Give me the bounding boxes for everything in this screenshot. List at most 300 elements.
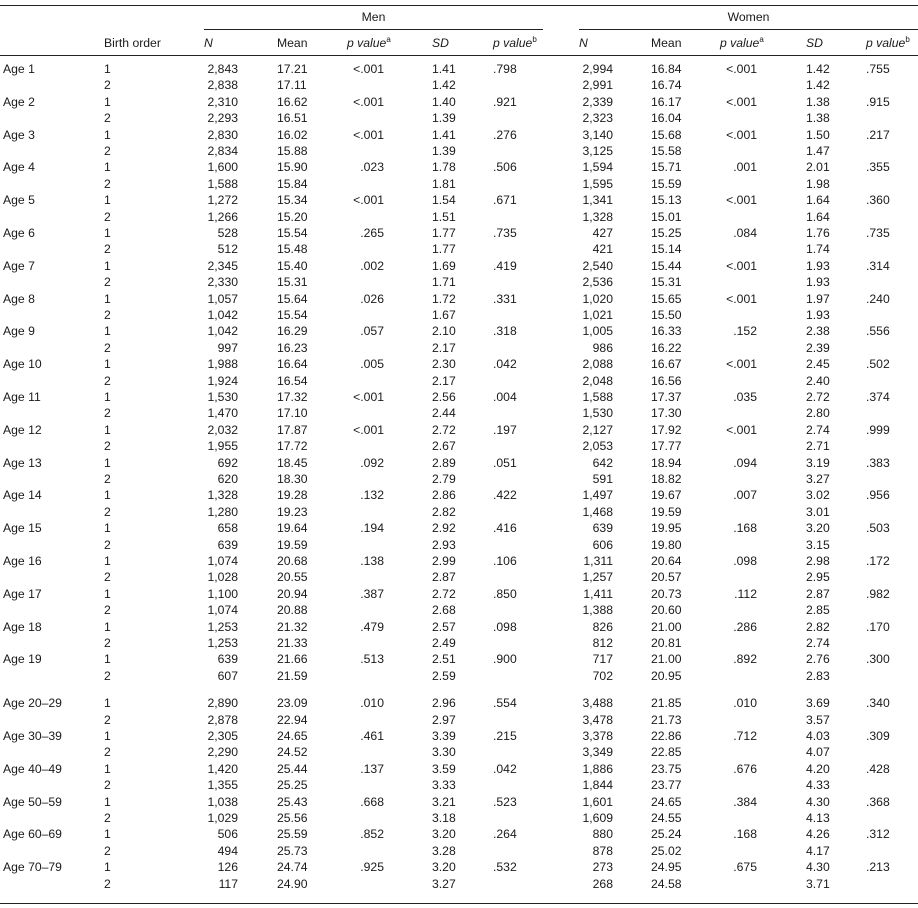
men-n-cell: 528 (217, 226, 238, 240)
men-sd-cell: 2.96 (432, 696, 456, 711)
men-group-rule (204, 29, 543, 30)
men-n-cell: 1,253 (207, 619, 238, 634)
women-p-value-b-cell: .735 (866, 226, 890, 240)
birth-order-cell: 2 (104, 439, 111, 454)
women-sd-cell: 2.38 (806, 324, 830, 339)
women-n-cell: 268 (592, 876, 613, 891)
men-n-cell: 117 (218, 876, 238, 891)
men-n-cell: 997 (217, 340, 238, 355)
men-sd-cell: 2.99 (432, 554, 456, 568)
men-n-cell: 2,834 (207, 144, 238, 158)
women-n-cell: 717 (592, 652, 613, 667)
women-mean-cell: 17.30 (651, 406, 682, 421)
men-p-value-a-cell: .057 (360, 324, 384, 339)
men-mean-cell: 19.64 (277, 521, 308, 536)
birth-order-cell: 2 (104, 745, 111, 760)
women-p-value-a-cell: .084 (733, 226, 757, 240)
women-sd-cell: 3.69 (806, 696, 830, 711)
men-n-cell: 1,328 (207, 488, 238, 503)
men-sd-cell: 1.78 (432, 160, 456, 175)
women-sd-cell: 1.38 (806, 111, 830, 126)
birth-order-cell: 2 (104, 504, 111, 519)
women-sd-cell: 2.74 (806, 422, 830, 437)
men-p-value-a-cell: .513 (360, 652, 384, 667)
men-sd-cell: 2.93 (432, 537, 456, 552)
birth-order-cell: 2 (104, 406, 111, 421)
women-p-value-b-cell: .503 (866, 521, 890, 536)
men-p-value-a-cell: .023 (360, 160, 384, 175)
men-n-cell: 1,588 (207, 176, 238, 191)
women-n-cell: 1,468 (582, 504, 613, 519)
women-p-value-a-cell: .712 (733, 729, 757, 743)
women-n-cell: 2,088 (582, 357, 613, 372)
women-mean-cell: 23.77 (651, 778, 682, 793)
men-sd-cell: 1.69 (432, 258, 456, 273)
men-p-value-a-cell: <.001 (353, 422, 384, 437)
women-mean-cell: 20.60 (651, 603, 682, 618)
women-p-value-b-cell: .360 (866, 193, 890, 208)
women-p-value-b-cell: .312 (866, 827, 890, 842)
men-p-a-label: p value (347, 36, 387, 50)
men-mean-cell: 20.88 (277, 603, 308, 618)
birth-order-cell: 2 (104, 373, 111, 388)
men-n-cell: 1,029 (207, 811, 238, 825)
men-mean-cell: 17.11 (277, 78, 307, 93)
men-n-cell: 620 (217, 472, 238, 486)
women-sd-cell: 2.71 (806, 439, 830, 454)
men-sd-cell: 1.40 (432, 94, 456, 109)
men-mean-cell: 24.65 (277, 729, 308, 743)
men-n-cell: 1,028 (207, 570, 238, 585)
women-p-value-b-cell: .170 (866, 619, 890, 634)
men-mean-cell: 17.10 (277, 406, 308, 421)
men-n-cell: 1,042 (207, 308, 238, 322)
men-mean-cell: 18.30 (277, 472, 308, 486)
men-p-value-b-cell: .735 (493, 226, 517, 240)
men-mean-cell: 17.21 (277, 62, 308, 76)
women-p-value-a-cell: .098 (733, 554, 757, 568)
men-p-value-b-cell: .419 (493, 258, 517, 273)
women-sd-cell: 1.97 (806, 291, 830, 306)
men-mean-header: Mean (277, 36, 308, 50)
men-sd-cell: 1.54 (432, 193, 456, 208)
men-p-value-a-cell: .668 (360, 794, 384, 809)
men-mean-cell: 15.54 (277, 308, 308, 322)
men-sd-cell: 2.67 (432, 439, 456, 454)
women-p-value-a-cell: .152 (733, 324, 757, 339)
men-n-cell: 1,074 (207, 554, 238, 568)
women-p-value-a-cell: <.001 (726, 94, 757, 109)
men-mean-cell: 21.66 (277, 652, 308, 667)
men-p-value-a-cell: .137 (360, 761, 384, 776)
women-mean-header: Mean (651, 36, 682, 50)
women-p-value-b-cell: .309 (866, 729, 890, 743)
men-n-cell: 692 (217, 455, 238, 470)
men-mean-cell: 19.23 (277, 504, 308, 519)
women-n-cell: 986 (592, 340, 613, 355)
men-mean-cell: 16.02 (277, 127, 308, 142)
women-sd-cell: 1.93 (806, 275, 830, 290)
men-p-b-label: p value (493, 36, 533, 50)
women-p-value-b-cell: .999 (866, 422, 890, 437)
birth-order-cell: 2 (104, 472, 111, 486)
men-mean-cell: 20.94 (277, 586, 308, 601)
women-n-cell: 1,588 (582, 390, 613, 404)
men-mean-cell: 25.25 (277, 778, 308, 793)
men-p-value-a-cell: .852 (360, 827, 384, 842)
women-p-a-header (720, 36, 764, 50)
women-p-value-b-cell: .383 (866, 455, 890, 470)
women-n-cell: 1,497 (582, 488, 613, 503)
men-sd-cell: 2.17 (432, 340, 456, 355)
women-n-cell: 1,594 (582, 160, 613, 175)
birth-order-cell: 2 (104, 340, 111, 355)
birth-order-header: Birth order (104, 36, 161, 50)
age-group-label: Age 5 (3, 193, 35, 208)
birth-order-cell: 1 (104, 521, 111, 536)
birth-order-cell: 2 (104, 636, 111, 650)
women-mean-cell: 16.67 (651, 357, 682, 372)
men-mean-cell: 16.51 (277, 111, 308, 126)
birth-order-cell: 1 (104, 357, 111, 372)
women-n-cell: 1,886 (582, 761, 613, 776)
birth-order-cell: 1 (104, 127, 111, 142)
women-n-cell: 1,311 (583, 554, 613, 568)
women-sd-cell: 4.17 (806, 843, 830, 858)
women-mean-cell: 15.13 (651, 193, 682, 208)
women-p-value-a-cell: .286 (733, 619, 757, 634)
men-sd-cell: 2.86 (432, 488, 456, 503)
women-n-cell: 1,328 (582, 209, 613, 224)
men-mean-cell: 15.40 (277, 258, 308, 273)
men-n-cell: 639 (217, 537, 238, 552)
women-p-value-b-cell: .368 (866, 794, 890, 809)
men-n-cell: 1,057 (207, 291, 238, 306)
men-header: Men (361, 10, 386, 24)
women-mean-cell: 20.64 (651, 554, 682, 568)
women-n-cell: 2,540 (582, 258, 613, 273)
men-sd-cell: 3.30 (432, 745, 456, 760)
women-p-value-a-cell: <.001 (726, 258, 757, 273)
women-p-a-sup: a (759, 35, 764, 44)
men-n-cell: 607 (217, 668, 238, 683)
women-sd-cell: 1.93 (806, 258, 830, 273)
birth-order-cell: 1 (104, 860, 111, 875)
women-sd-cell: 1.42 (806, 78, 830, 93)
women-sd-cell: 1.64 (806, 209, 830, 224)
women-mean-cell: 15.25 (651, 226, 682, 240)
men-n-cell: 1,280 (207, 504, 238, 519)
men-n-cell: 1,600 (207, 160, 238, 175)
header-rule (0, 55, 918, 56)
women-p-value-b-cell: .300 (866, 652, 890, 667)
men-p-value-b-cell: .532 (493, 860, 517, 875)
women-n-cell: 591 (592, 472, 613, 486)
men-n-cell: 1,038 (207, 794, 238, 809)
men-p-a-header (347, 36, 391, 50)
women-mean-cell: 21.00 (651, 619, 682, 634)
women-sd-cell: 3.02 (806, 488, 830, 503)
women-sd-cell: 4.30 (806, 860, 830, 875)
women-n-cell: 2,323 (582, 111, 613, 126)
women-mean-cell: 18.82 (651, 472, 682, 486)
women-sd-cell: 1.76 (806, 226, 830, 240)
men-sd-cell: 2.87 (432, 570, 456, 585)
men-p-value-a-cell: .194 (360, 521, 384, 536)
age-group-label: Age 3 (3, 127, 35, 142)
women-sd-cell: 2.80 (806, 406, 830, 421)
men-n-cell: 2,290 (207, 745, 238, 760)
men-sd-cell: 2.89 (432, 455, 456, 470)
birth-order-cell: 2 (104, 811, 111, 825)
men-n-cell: 1,253 (207, 636, 238, 650)
men-sd-cell: 1.67 (432, 308, 456, 322)
birth-order-cell: 1 (104, 291, 111, 306)
women-sd-cell: 4.20 (806, 761, 830, 776)
men-n-cell: 639 (217, 652, 238, 667)
men-mean-cell: 17.72 (277, 439, 308, 454)
women-mean-cell: 16.04 (651, 111, 682, 126)
women-mean-cell: 15.58 (651, 144, 682, 158)
women-mean-cell: 19.67 (651, 488, 682, 503)
women-mean-cell: 21.00 (651, 652, 682, 667)
birth-order-cell: 1 (104, 696, 111, 711)
men-mean-cell: 16.62 (277, 94, 308, 109)
women-n-cell: 427 (592, 226, 613, 240)
men-p-value-b-cell: .416 (493, 521, 517, 536)
men-mean-cell: 24.52 (277, 745, 308, 760)
birth-order-cell: 1 (104, 422, 111, 437)
women-n-cell: 2,994 (582, 62, 613, 76)
men-mean-cell: 15.88 (277, 144, 308, 158)
women-p-value-a-cell: .168 (733, 827, 757, 842)
women-n-cell: 878 (592, 843, 613, 858)
birth-order-cell: 1 (104, 62, 111, 76)
women-sd-cell: 1.74 (806, 242, 830, 257)
women-p-value-b-cell: .755 (866, 62, 890, 76)
women-p-value-b-cell: .340 (866, 696, 890, 711)
men-p-value-b-cell: .850 (493, 586, 517, 601)
women-sd-cell: 2.45 (806, 357, 830, 372)
men-p-value-a-cell: .138 (360, 554, 384, 568)
women-n-cell: 3,378 (582, 729, 613, 743)
women-n-cell: 3,478 (582, 712, 613, 727)
men-sd-cell: 3.59 (432, 761, 456, 776)
men-sd-cell: 2.49 (432, 636, 456, 650)
women-mean-cell: 19.59 (651, 504, 682, 519)
men-mean-cell: 25.59 (277, 827, 308, 842)
age-group-label: Age 1 (3, 62, 35, 76)
age-group-label: Age 17 (3, 586, 42, 601)
birth-order-cell: 1 (104, 554, 111, 568)
men-mean-cell: 25.56 (277, 811, 308, 825)
bottom-rule (0, 903, 918, 904)
birth-order-cell: 1 (104, 761, 111, 776)
men-mean-cell: 18.45 (277, 455, 308, 470)
birth-order-cell: 2 (104, 570, 111, 585)
women-sd-cell: 2.76 (806, 652, 830, 667)
men-n-cell: 2,345 (207, 258, 238, 273)
men-mean-cell: 15.31 (277, 275, 308, 290)
men-sd-cell: 2.92 (432, 521, 456, 536)
women-sd-cell: 2.01 (806, 160, 830, 175)
age-group-label: Age 11 (3, 390, 41, 404)
age-group-label: Age 20–29 (3, 696, 62, 711)
age-group-label: Age 18 (3, 619, 42, 634)
men-n-cell: 2,310 (207, 94, 238, 109)
men-mean-cell: 20.68 (277, 554, 308, 568)
men-n-cell: 1,955 (207, 439, 238, 454)
men-p-value-a-cell: <.001 (353, 390, 384, 404)
women-sd-cell: 2.40 (806, 373, 830, 388)
women-mean-cell: 15.68 (651, 127, 682, 142)
age-group-label: Age 15 (3, 521, 42, 536)
men-p-b-header (493, 36, 537, 50)
birth-order-cell: 2 (104, 275, 111, 290)
men-sd-cell: 3.20 (432, 860, 456, 875)
age-group-label: Age 9 (3, 324, 35, 339)
birth-order-cell: 1 (104, 390, 111, 404)
men-sd-cell: 1.39 (432, 144, 456, 158)
women-mean-cell: 22.85 (651, 745, 682, 760)
men-p-value-b-cell: .051 (493, 455, 517, 470)
men-n-cell: 1,042 (207, 324, 238, 339)
men-p-value-b-cell: .506 (493, 160, 517, 175)
birth-order-cell: 1 (104, 324, 111, 339)
men-sd-cell: 2.72 (432, 422, 456, 437)
women-n-cell: 1,601 (582, 794, 613, 809)
women-mean-cell: 24.55 (651, 811, 682, 825)
birth-order-cell: 1 (104, 619, 111, 634)
age-group-label: Age 30–39 (3, 729, 62, 743)
women-p-value-a-cell: .675 (733, 860, 757, 875)
men-sd-cell: 3.20 (432, 827, 456, 842)
women-sd-cell: 2.95 (806, 570, 830, 585)
men-p-b-sup: b (532, 35, 537, 44)
women-p-value-b-cell: .213 (866, 860, 890, 875)
women-mean-cell: 16.56 (651, 373, 682, 388)
women-mean-cell: 15.01 (651, 209, 682, 224)
birth-order-cell: 1 (104, 827, 111, 842)
women-mean-cell: 15.59 (651, 176, 682, 191)
women-mean-cell: 17.92 (651, 422, 682, 437)
men-sd-cell: 1.51 (432, 209, 456, 224)
men-sd-cell: 2.82 (432, 504, 456, 519)
birth-order-cell: 1 (104, 729, 111, 743)
women-n-cell: 1,021 (582, 308, 613, 322)
men-p-value-b-cell: .098 (493, 619, 517, 634)
women-mean-cell: 15.50 (651, 308, 682, 322)
men-p-value-a-cell: .005 (360, 357, 384, 372)
men-sd-cell: 2.97 (432, 712, 456, 727)
women-n-cell: 1,257 (582, 570, 613, 585)
men-p-value-b-cell: .106 (493, 554, 517, 568)
women-mean-cell: 20.57 (651, 570, 682, 585)
men-mean-cell: 16.23 (277, 340, 308, 355)
women-sd-cell: 1.42 (806, 62, 830, 76)
women-sd-cell: 4.33 (806, 778, 830, 793)
women-p-value-a-cell: .001 (733, 160, 757, 175)
men-mean-cell: 25.44 (277, 761, 308, 776)
women-n-cell: 273 (592, 860, 613, 875)
women-p-value-a-cell: <.001 (726, 62, 757, 76)
women-p-b-header (866, 36, 910, 50)
women-p-value-a-cell: <.001 (726, 291, 757, 306)
men-n-cell: 1,988 (207, 357, 238, 372)
men-sd-cell: 2.72 (432, 586, 456, 601)
women-sd-cell: 3.71 (806, 876, 830, 891)
women-mean-cell: 16.22 (651, 340, 682, 355)
men-n-header: N (204, 36, 213, 50)
birth-order-cell: 1 (104, 652, 111, 667)
men-sd-cell: 2.44 (432, 406, 456, 421)
men-n-cell: 658 (217, 521, 238, 536)
women-n-cell: 606 (592, 537, 613, 552)
women-n-cell: 1,388 (582, 603, 613, 618)
men-mean-cell: 21.33 (277, 636, 308, 650)
men-n-cell: 2,878 (207, 712, 238, 727)
men-n-cell: 1,470 (207, 406, 238, 421)
men-p-a-sup: a (386, 35, 391, 44)
men-p-value-a-cell: .265 (360, 226, 384, 240)
birth-order-cell: 1 (104, 226, 111, 240)
women-n-cell: 1,609 (582, 811, 613, 825)
women-n-cell: 639 (592, 521, 613, 536)
birth-order-cell: 1 (104, 586, 111, 601)
women-sd-cell: 1.50 (806, 127, 830, 142)
men-n-cell: 1,272 (207, 193, 238, 208)
women-sd-cell: 3.20 (806, 521, 830, 536)
men-p-value-b-cell: .318 (493, 324, 517, 339)
men-p-value-a-cell: .002 (360, 258, 384, 273)
men-mean-cell: 22.94 (277, 712, 308, 727)
men-n-cell: 2,890 (207, 696, 238, 711)
men-mean-cell: 17.87 (277, 422, 308, 437)
women-n-cell: 642 (592, 455, 613, 470)
men-mean-cell: 15.90 (277, 160, 308, 175)
men-n-cell: 494 (217, 843, 238, 858)
men-sd-cell: 3.27 (432, 876, 456, 891)
age-group-label: Age 13 (3, 455, 42, 470)
women-mean-cell: 16.33 (651, 324, 682, 339)
men-p-value-a-cell: .479 (360, 619, 384, 634)
birth-order-cell: 2 (104, 603, 111, 618)
women-p-value-a-cell: <.001 (726, 127, 757, 142)
women-p-value-b-cell: .172 (866, 554, 890, 568)
women-p-value-a-cell: <.001 (726, 357, 757, 372)
women-sd-cell: 2.83 (806, 668, 830, 683)
men-p-value-b-cell: .331 (493, 291, 517, 306)
women-mean-cell: 17.77 (651, 439, 682, 454)
men-n-cell: 1,355 (207, 778, 238, 793)
women-sd-cell: 1.38 (806, 94, 830, 109)
men-mean-cell: 21.59 (277, 668, 308, 683)
men-p-value-b-cell: .004 (493, 390, 517, 404)
women-mean-cell: 24.95 (651, 860, 682, 875)
women-mean-cell: 21.73 (651, 712, 682, 727)
women-mean-cell: 15.31 (651, 275, 682, 290)
men-mean-cell: 24.74 (277, 860, 308, 875)
women-p-value-a-cell: .168 (733, 521, 757, 536)
men-sd-cell: 2.68 (432, 603, 456, 618)
women-n-cell: 2,053 (582, 439, 613, 454)
birth-order-cell: 2 (104, 668, 111, 683)
women-n-cell: 1,595 (582, 176, 613, 191)
men-p-value-b-cell: .197 (493, 422, 517, 437)
men-mean-cell: 15.34 (277, 193, 308, 208)
men-sd-cell: 2.79 (432, 472, 456, 486)
men-n-cell: 2,293 (207, 111, 238, 126)
